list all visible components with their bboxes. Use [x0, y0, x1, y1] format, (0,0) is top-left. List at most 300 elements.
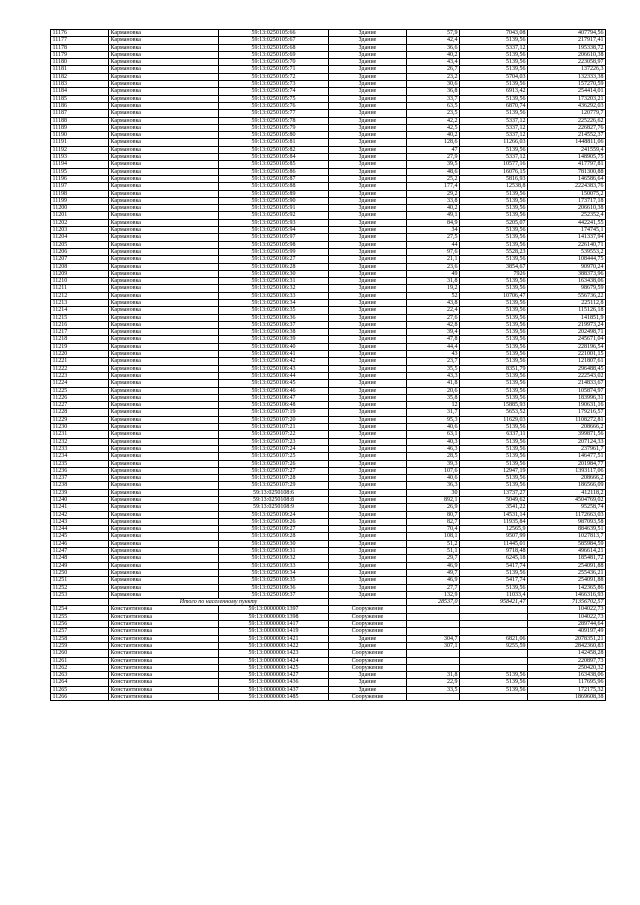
rate-value-cell: 3541,22	[460, 504, 528, 511]
rate-value-cell: 5139,56	[460, 146, 528, 153]
cadastral-cost-cell: 884639,51	[528, 526, 606, 533]
cadastral-number-cell: 59:13:0250108:6	[219, 489, 329, 496]
object-type-cell: Здание	[329, 102, 407, 109]
row-number-cell: 11265	[51, 686, 109, 693]
cadastral-number-cell: 59:13:0000000:1485	[219, 694, 329, 701]
settlement-name-cell: Константиновка	[109, 657, 219, 664]
area-value-cell: 43,3	[407, 372, 460, 379]
cadastral-cost-cell: 163438,06	[528, 278, 606, 285]
cadastral-cost-cell: 104022,73	[528, 606, 606, 613]
cadastral-number-cell: 59:13:0250106:39	[219, 336, 329, 343]
object-type-cell: Здание	[329, 146, 407, 153]
object-type-cell: Здание	[329, 285, 407, 292]
settlement-name-cell: Кармановка	[109, 307, 219, 314]
rate-value-cell: 5139,56	[460, 241, 528, 248]
table-row	[51, 577, 606, 584]
cadastral-cost-cell: 220897,73	[528, 657, 606, 664]
cadastral-cost-cell: 185481,72	[528, 555, 606, 562]
area-value-cell: 39,4	[407, 329, 460, 336]
area-value-cell: 40,3	[407, 438, 460, 445]
cadastral-number-cell: 59:13:0250105:71	[219, 66, 329, 73]
area-value-cell: 29,2	[407, 190, 460, 197]
rate-value-cell: 5139,56	[460, 394, 528, 401]
settlement-name-cell: Кармановка	[109, 518, 219, 525]
cadastral-cost-cell: 245671,04	[528, 336, 606, 343]
row-number-cell: 11236	[51, 467, 109, 474]
cadastral-cost-cell: 195338,72	[528, 44, 606, 51]
table-row	[51, 387, 606, 394]
object-type-cell: Здание	[329, 351, 407, 358]
row-number-cell: 11229	[51, 416, 109, 423]
area-value-cell: 23,2	[407, 73, 460, 80]
area-value-cell: 304,7	[407, 635, 460, 642]
rate-value-cell: 7926	[460, 270, 528, 277]
area-value-cell: 177,4	[407, 183, 460, 190]
rate-value-cell: 5139,56	[460, 679, 528, 686]
rate-value-cell: 5139,56	[460, 445, 528, 452]
table-row	[51, 628, 606, 635]
cadastral-cost-cell: 90970,24	[528, 263, 606, 270]
row-number-cell: 11250	[51, 569, 109, 576]
row-number-cell: 11263	[51, 672, 109, 679]
settlement-name-cell: Кармановка	[109, 241, 219, 248]
area-value-cell: 70,4	[407, 526, 460, 533]
area-value-cell: 128,6	[407, 139, 460, 146]
rate-value-cell: 5205,07	[460, 219, 528, 226]
cadastral-cost-cell: 987093,58	[528, 518, 606, 525]
table-row	[51, 460, 606, 467]
rate-value-cell: 5139,56	[460, 110, 528, 117]
rate-value-cell	[460, 650, 528, 657]
object-type-cell: Здание	[329, 117, 407, 124]
cadastral-number-cell: 59:13:0250105:70	[219, 59, 329, 66]
rate-value-cell: 5337,12	[460, 44, 528, 51]
cadastral-number-cell: 59:13:0250106:30	[219, 270, 329, 277]
cadastral-number-cell: 59:13:0250106:46	[219, 387, 329, 394]
row-number-cell: 11242	[51, 511, 109, 518]
cadastral-number-cell: 59:13:0250108:8	[219, 497, 329, 504]
table-row	[51, 299, 606, 306]
rate-value-cell: 6245,18	[460, 555, 528, 562]
rate-value-cell	[460, 628, 528, 635]
settlement-name-cell: Кармановка	[109, 365, 219, 372]
row-number-cell: 11231	[51, 431, 109, 438]
rate-value-cell: 5139,56	[460, 351, 528, 358]
object-type-cell: Здание	[329, 562, 407, 569]
cadastral-number-cell: 59:13:0250105:84	[219, 154, 329, 161]
row-number-cell: 11257	[51, 628, 109, 635]
row-number-cell: 11181	[51, 66, 109, 73]
row-number-cell: 11209	[51, 270, 109, 277]
area-value-cell: 27,7	[407, 584, 460, 591]
area-value-cell	[407, 657, 460, 664]
row-number-cell: 11244	[51, 526, 109, 533]
rate-value-cell	[460, 606, 528, 613]
rate-value-cell: 5139,56	[460, 314, 528, 321]
object-type-cell: Здание	[329, 73, 407, 80]
row-number-cell: 11176	[51, 30, 109, 37]
row-number-cell: 11199	[51, 197, 109, 204]
area-value-cell: 46,9	[407, 562, 460, 569]
cadastral-number-cell: 59:13:0000000:1436	[219, 679, 329, 686]
row-number-cell: 11213	[51, 299, 109, 306]
total-sum: 71356702,57	[528, 599, 606, 606]
object-type-cell: Здание	[329, 679, 407, 686]
object-type-cell: Здание	[329, 81, 407, 88]
row-number-cell: 11193	[51, 154, 109, 161]
row-number-cell: 11249	[51, 562, 109, 569]
row-number-cell: 11212	[51, 292, 109, 299]
row-number-cell: 11188	[51, 117, 109, 124]
settlement-name-cell: Кармановка	[109, 124, 219, 131]
cadastral-cost-cell: 163438,06	[528, 672, 606, 679]
table-row	[51, 168, 606, 175]
table-row	[51, 613, 606, 620]
cadastral-number-cell: 59:13:0250105:69	[219, 51, 329, 58]
settlement-name-cell: Кармановка	[109, 81, 219, 88]
settlement-name-cell: Кармановка	[109, 256, 219, 263]
cadastral-cost-cell: 539553,2	[528, 248, 606, 255]
row-number-cell: 11230	[51, 424, 109, 431]
cadastral-number-cell: 59:13:0250109:28	[219, 533, 329, 540]
cadastral-number-cell: 59:13:0250105:74	[219, 88, 329, 95]
area-value-cell: 46,3	[407, 445, 460, 452]
cadastral-number-cell: 59:13:0250105:76	[219, 102, 329, 109]
area-value-cell: 21,1	[407, 256, 460, 263]
rate-value-cell: 5139,56	[460, 343, 528, 350]
area-value-cell: 51,2	[407, 540, 460, 547]
table-row	[51, 351, 606, 358]
settlement-name-cell: Кармановка	[109, 555, 219, 562]
row-number-cell: 11180	[51, 59, 109, 66]
area-value-cell: 27,9	[407, 154, 460, 161]
settlement-name-cell: Кармановка	[109, 482, 219, 489]
cadastral-cost-cell: 250420,32	[528, 664, 606, 671]
cadastral-cost-cell: 1869608,38	[528, 694, 606, 701]
row-number-cell: 11225	[51, 387, 109, 394]
rate-value-cell	[460, 657, 528, 664]
table-row	[51, 394, 606, 401]
cadastral-number-cell: 59:13:0250107:23	[219, 438, 329, 445]
table-row	[51, 635, 606, 642]
cadastral-cost-cell: 186566,09	[528, 482, 606, 489]
cadastral-number-cell: 59:13:0000000:1425	[219, 664, 329, 671]
row-number-cell: 11241	[51, 504, 109, 511]
area-value-cell: 31,8	[407, 278, 460, 285]
object-type-cell: Здание	[329, 438, 407, 445]
object-type-cell: Здание	[329, 540, 407, 547]
area-value-cell: 49	[407, 270, 460, 277]
object-type-cell: Здание	[329, 511, 407, 518]
object-type-cell: Здание	[329, 270, 407, 277]
table-row	[51, 219, 606, 226]
cadastral-number-cell: 59:13:0000000:1427	[219, 672, 329, 679]
cadastral-number-cell: 59:13:0250105:93	[219, 219, 329, 226]
area-value-cell: 132,9	[407, 591, 460, 598]
object-type-cell: Сооружение	[329, 694, 407, 701]
cadastral-cost-cell: 201984,77	[528, 460, 606, 467]
cadastral-cost-cell: 226827,76	[528, 124, 606, 131]
cadastral-cost-cell: 556736,22	[528, 292, 606, 299]
area-value-cell: 23,5	[407, 110, 460, 117]
settlement-name-cell: Кармановка	[109, 102, 219, 109]
cadastral-number-cell: 59:13:0250107:19	[219, 409, 329, 416]
settlement-name-cell: Кармановка	[109, 453, 219, 460]
cadastral-number-cell: 59:13:0250106:34	[219, 299, 329, 306]
row-number-cell: 11227	[51, 402, 109, 409]
cadastral-cost-cell: 2224383,76	[528, 183, 606, 190]
cadastral-cost-cell: 141851,9	[528, 314, 606, 321]
area-value-cell: 39,3	[407, 460, 460, 467]
table-row	[51, 329, 606, 336]
area-value-cell: 80,7	[407, 511, 460, 518]
row-number-cell: 11192	[51, 146, 109, 153]
rate-value-cell: 5139,56	[460, 438, 528, 445]
object-type-cell: Здание	[329, 30, 407, 37]
row-number-cell: 11233	[51, 445, 109, 452]
row-number-cell: 11228	[51, 409, 109, 416]
row-number-cell: 11183	[51, 81, 109, 88]
table-row	[51, 482, 606, 489]
row-number-cell: 11201	[51, 212, 109, 219]
cadastral-cost-cell: 399871,56	[528, 431, 606, 438]
row-number-cell: 11217	[51, 329, 109, 336]
area-value-cell: 36,8	[407, 88, 460, 95]
cadastral-cost-cell: 173203,21	[528, 95, 606, 102]
cadastral-cost-cell: 252352,4	[528, 212, 606, 219]
cadastral-number-cell: 59:13:0250106:48	[219, 402, 329, 409]
object-type-cell: Здание	[329, 453, 407, 460]
table-row	[51, 438, 606, 445]
rate-value-cell: 5417,74	[460, 577, 528, 584]
cadastral-cost-cell: 254091,88	[528, 577, 606, 584]
settlement-name-cell: Кармановка	[109, 299, 219, 306]
table-row	[51, 197, 606, 204]
object-type-cell: Здание	[329, 197, 407, 204]
cadastral-number-cell: 59:13:0250107:27	[219, 467, 329, 474]
cadastral-number-cell: 59:13:0250109:31	[219, 548, 329, 555]
cadastral-cost-cell: 221001,15	[528, 351, 606, 358]
table-row	[51, 95, 606, 102]
table-row	[51, 518, 606, 525]
table-row	[51, 606, 606, 613]
row-number-cell: 11234	[51, 453, 109, 460]
rate-value-cell: 9718,48	[460, 548, 528, 555]
row-number-cell: 11251	[51, 577, 109, 584]
settlement-name-cell: Кармановка	[109, 234, 219, 241]
cadastral-number-cell: 59:13:0250106:42	[219, 358, 329, 365]
settlement-name-cell: Кармановка	[109, 343, 219, 350]
rate-value-cell: 7043,08	[460, 30, 528, 37]
object-type-cell: Здание	[329, 248, 407, 255]
object-type-cell: Здание	[329, 591, 407, 598]
table-row	[51, 256, 606, 263]
rate-value-cell: 5139,56	[460, 234, 528, 241]
settlement-name-cell: Кармановка	[109, 30, 219, 37]
cadastral-cost-cell: 407794,56	[528, 30, 606, 37]
table-row	[51, 526, 606, 533]
area-value-cell: 42,4	[407, 37, 460, 44]
cadastral-cost-cell: 1448811,06	[528, 139, 606, 146]
settlement-name-cell: Кармановка	[109, 467, 219, 474]
rate-value-cell: 5139,56	[460, 197, 528, 204]
table-row	[51, 548, 606, 555]
cadastral-number-cell: 59:13:0250105:85	[219, 161, 329, 168]
settlement-name-cell: Кармановка	[109, 540, 219, 547]
document-page	[50, 29, 605, 701]
area-value-cell: 47,8	[407, 336, 460, 343]
cadastral-cost-cell: 223058,97	[528, 59, 606, 66]
table-row	[51, 431, 606, 438]
cadastral-cost-cell: 214833,67	[528, 380, 606, 387]
table-row	[51, 343, 606, 350]
cadastral-number-cell: 59:13:0250105:82	[219, 146, 329, 153]
cadastral-number-cell: 59:13:0000000:1419	[219, 628, 329, 635]
rate-value-cell: 5139,56	[460, 329, 528, 336]
row-number-cell: 11221	[51, 358, 109, 365]
cadastral-number-cell: 59:13:0250105:91	[219, 205, 329, 212]
table-row	[51, 365, 606, 372]
row-number-cell: 11185	[51, 95, 109, 102]
area-value-cell: 31,7	[407, 409, 460, 416]
object-type-cell: Здание	[329, 569, 407, 576]
row-number-cell: 11182	[51, 73, 109, 80]
table-row	[51, 569, 606, 576]
cadastral-number-cell: 59:13:0250105:66	[219, 30, 329, 37]
cadastral-cost-cell: 148905,75	[528, 154, 606, 161]
object-type-cell: Здание	[329, 467, 407, 474]
table-row	[51, 679, 606, 686]
table-row	[51, 686, 606, 693]
rate-value-cell: 8351,79	[460, 365, 528, 372]
object-type-cell: Здание	[329, 358, 407, 365]
area-value-cell: 35,5	[407, 365, 460, 372]
row-number-cell: 11186	[51, 102, 109, 109]
object-type-cell: Здание	[329, 314, 407, 321]
rate-value-cell: 5139,56	[460, 81, 528, 88]
cadastral-number-cell: 59:13:0000000:1422	[219, 642, 329, 649]
settlement-name-cell: Кармановка	[109, 248, 219, 255]
row-number-cell: 11261	[51, 657, 109, 664]
area-value-cell: 40,2	[407, 51, 460, 58]
row-number-cell: 11206	[51, 248, 109, 255]
rate-value-cell: 5049,62	[460, 497, 528, 504]
cadastral-number-cell: 59:13:0250105:81	[219, 139, 329, 146]
table-row	[51, 117, 606, 124]
cadastral-number-cell: 59:13:0250106:37	[219, 321, 329, 328]
row-number-cell: 11187	[51, 110, 109, 117]
cadastral-number-cell: 59:13:0250106:27	[219, 256, 329, 263]
table-row	[51, 44, 606, 51]
cadastral-cost-cell: 120779,7	[528, 110, 606, 117]
cadastral-number-cell: 59:13:0250106:33	[219, 292, 329, 299]
rate-value-cell: 5139,56	[460, 424, 528, 431]
cadastral-cost-cell: 174745,1	[528, 227, 606, 234]
object-type-cell: Здание	[329, 124, 407, 131]
cadastral-number-cell: 59:13:0250105:77	[219, 110, 329, 117]
rate-value-cell: 5139,56	[460, 227, 528, 234]
row-number-cell: 11184	[51, 88, 109, 95]
settlement-name-cell: Кармановка	[109, 88, 219, 95]
cadastral-cost-cell: 217917,41	[528, 37, 606, 44]
cadastral-cost-cell: 237961,7	[528, 445, 606, 452]
settlement-name-cell: Кармановка	[109, 445, 219, 452]
area-value-cell: 31,8	[407, 672, 460, 679]
area-value-cell: 27,6	[407, 314, 460, 321]
table-row	[51, 124, 606, 131]
row-number-cell: 11197	[51, 183, 109, 190]
object-type-cell: Здание	[329, 336, 407, 343]
rate-value-cell: 13737,27	[460, 489, 528, 496]
area-value-cell: 39,5	[407, 161, 460, 168]
rate-value-cell: 5816,93	[460, 175, 528, 182]
settlement-name-cell: Константиновка	[109, 686, 219, 693]
cadastral-cost-cell: 225112,8	[528, 299, 606, 306]
rate-value-cell: 11629,03	[460, 416, 528, 423]
settlement-name-cell: Кармановка	[109, 212, 219, 219]
cadastral-cost-cell: 150075,2	[528, 190, 606, 197]
object-type-cell: Сооружение	[329, 650, 407, 657]
row-number-cell: 11177	[51, 37, 109, 44]
cadastral-cost-cell: 226140,71	[528, 241, 606, 248]
cadastral-cost-cell: 105874,97	[528, 387, 606, 394]
area-value-cell	[407, 613, 460, 620]
table-row	[51, 88, 606, 95]
object-type-cell: Здание	[329, 190, 407, 197]
cadastral-cost-cell: 214552,37	[528, 132, 606, 139]
table-row	[51, 584, 606, 591]
rate-value-cell: 5139,56	[460, 285, 528, 292]
rate-value-cell: 15885,93	[460, 402, 528, 409]
row-number-cell: 11189	[51, 124, 109, 131]
row-number-cell: 11224	[51, 380, 109, 387]
table-row	[51, 66, 606, 73]
rate-value-cell: 5139,56	[460, 299, 528, 306]
settlement-name-cell: Кармановка	[109, 416, 219, 423]
row-number-cell: 11223	[51, 372, 109, 379]
row-number-cell: 11226	[51, 394, 109, 401]
cadastral-number-cell: 59:13:0250105:72	[219, 73, 329, 80]
cadastral-number-cell: 59:13:0250109:37	[219, 591, 329, 598]
area-value-cell: 36,3	[407, 482, 460, 489]
settlement-name-cell: Кармановка	[109, 321, 219, 328]
table-row	[51, 409, 606, 416]
row-number-cell: 11198	[51, 190, 109, 197]
cadastral-number-cell: 59:13:0250109:27	[219, 526, 329, 533]
object-type-cell: Здание	[329, 329, 407, 336]
table-row	[51, 445, 606, 452]
row-number-cell: 11216	[51, 321, 109, 328]
area-value-cell: 19,2	[407, 285, 460, 292]
settlement-name-cell: Кармановка	[109, 314, 219, 321]
cadastral-number-cell: 59:13:0250106:43	[219, 365, 329, 372]
table-body-konstantinovka	[51, 606, 606, 701]
cadastral-cost-cell: 2842360,83	[528, 642, 606, 649]
cadastral-cost-cell: 2078351,21	[528, 635, 606, 642]
table-row	[51, 672, 606, 679]
table-row	[51, 190, 606, 197]
rate-value-cell: 5139,56	[460, 569, 528, 576]
settlement-name-cell: Кармановка	[109, 161, 219, 168]
rate-value-cell: 5139,56	[460, 672, 528, 679]
object-type-cell: Здание	[329, 387, 407, 394]
object-type-cell: Здание	[329, 205, 407, 212]
table-row	[51, 59, 606, 66]
rate-value-cell: 5139,56	[460, 584, 528, 591]
cadastral-number-cell: 59:13:0250105:92	[219, 212, 329, 219]
area-value-cell: 84,9	[407, 219, 460, 226]
cadastral-cost-cell: 781300,88	[528, 168, 606, 175]
